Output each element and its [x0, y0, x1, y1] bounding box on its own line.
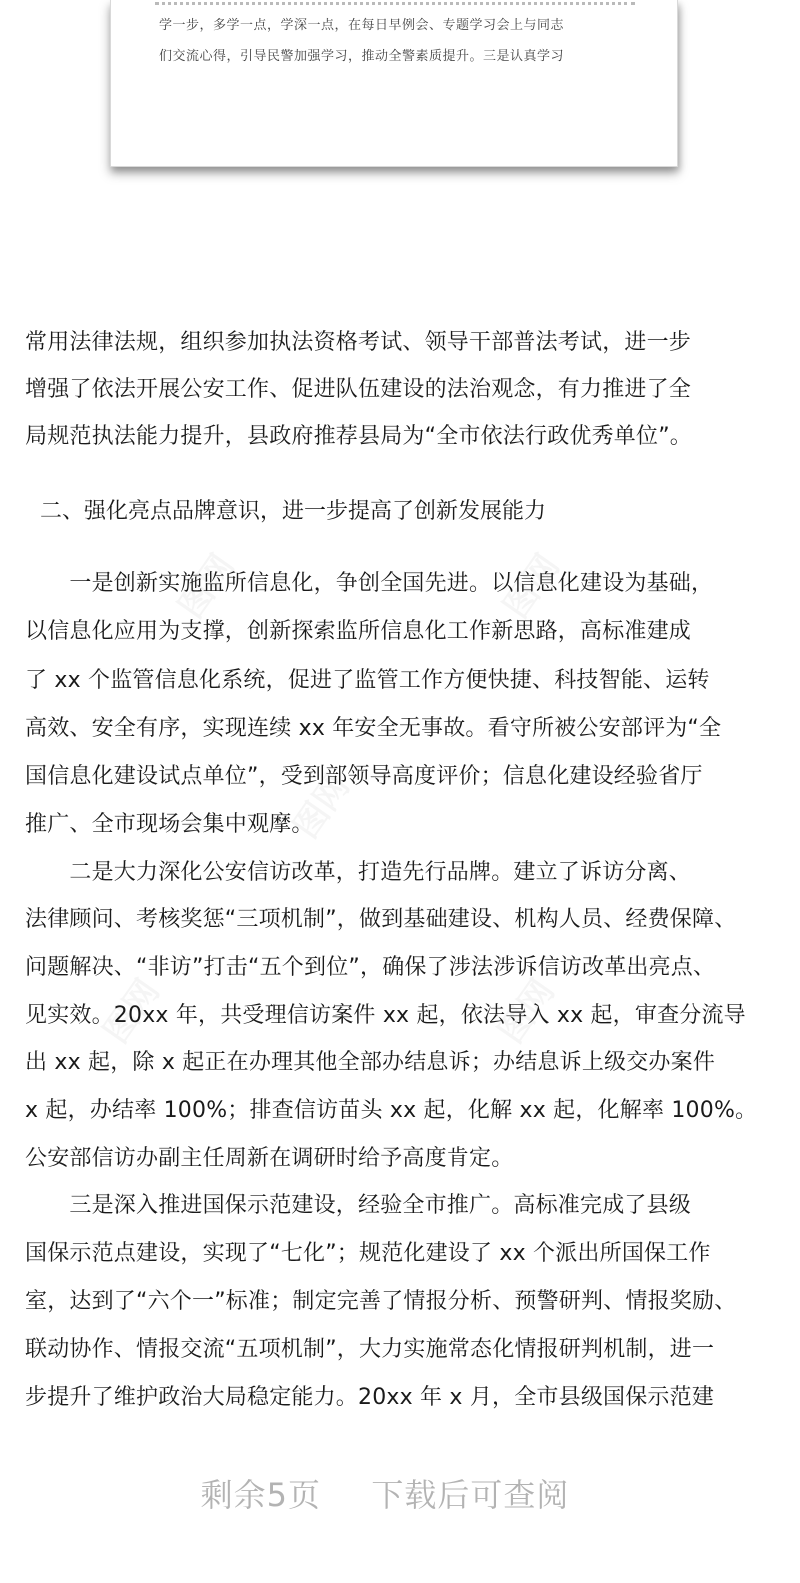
body-line: 问题解决、“非访”打击“五个到位”，确保了涉法涉诉信访改革出亮点、	[25, 955, 716, 980]
preview-line: 学一步，多学一点，学深一点，在每日早例会、专题学习会上与同志	[159, 18, 565, 33]
remaining-pages-notice[interactable]	[0, 1470, 770, 1516]
body-line: 见实效。20xx 年，共受理信访案件 xx 起，依法导入 xx 起，审查分流导	[25, 1003, 746, 1028]
body-line: 法律顾问、考核奖惩“三项机制”，做到基础建设、机构人员、经费保障、	[25, 907, 737, 932]
body-line: 推广、全市现场会集中观摩。	[25, 812, 314, 837]
body-line: 国信息化建设试点单位”，受到部领导高度评价；信息化建设经验省厅	[25, 764, 703, 789]
body-line: 了 xx 个监管信息化系统，促进了监管工作方便快捷、科技智能、运转	[25, 668, 710, 693]
body-line: 步提升了维护政治大局稳定能力。20xx 年 x 月，全市县级国保示范建	[25, 1385, 715, 1410]
body-line: x 起，办结率 100%；排查信访苗头 xx 起，化解 xx 起，化解率 100%。	[25, 1098, 758, 1123]
preview-card	[110, 0, 678, 167]
body-line: 三是深入推进国保示范建设，经验全市推广。高标准完成了县级	[25, 1193, 692, 1218]
body-line: 国保示范点建设，实现了“七化”；规范化建设了 xx 个派出所国保工作	[25, 1241, 711, 1266]
body-line: 常用法律法规，组织参加执法资格考试、领导干部普法考试，进一步	[25, 330, 692, 355]
body-line: 二是大力深化公安信访改革，打造先行品牌。建立了诉访分离、	[25, 860, 692, 885]
body-line: 室，达到了“六个一”标准；制定完善了情报分析、预警研判、情报奖励、	[25, 1289, 737, 1314]
body-line: 增强了依法开展公安工作、促进队伍建设的法治观念，有力推进了全	[25, 377, 692, 402]
body-line: 公安部信访办副主任周新在调研时给予高度肯定。	[25, 1146, 514, 1171]
preview-line: 们交流心得，引导民警加强学习，推动全警素质提升。三是认真学习	[159, 49, 565, 64]
cut-off-text-line	[155, 0, 635, 5]
body-line: 以信息化应用为支撑，创新探索监所信息化工作新思路，高标准建成	[25, 619, 692, 644]
body-line: 一是创新实施监所信息化，争创全国先进。以信息化建设为基础，	[25, 571, 714, 596]
body-line: 高效、安全有序，实现连续 xx 年安全无事故。看守所被公安部评为“全	[25, 716, 722, 741]
body-line: 联动协作、情报交流“五项机制”，大力实施常态化情报研判机制，进一	[25, 1337, 715, 1362]
body-line: 局规范执法能力提升，县政府推荐县局为“全市依法行政优秀单位”。	[25, 424, 692, 449]
remaining-pages-label: 剩余5页	[200, 1476, 321, 1514]
body-line: 出 xx 起，除 x 起正在办理其他全部办结息诉；办结息诉上级交办案件	[25, 1050, 716, 1075]
section-heading: 二、强化亮点品牌意识，进一步提高了创新发展能力	[40, 499, 547, 524]
download-to-view-label: 下载后可查阅	[371, 1476, 570, 1514]
